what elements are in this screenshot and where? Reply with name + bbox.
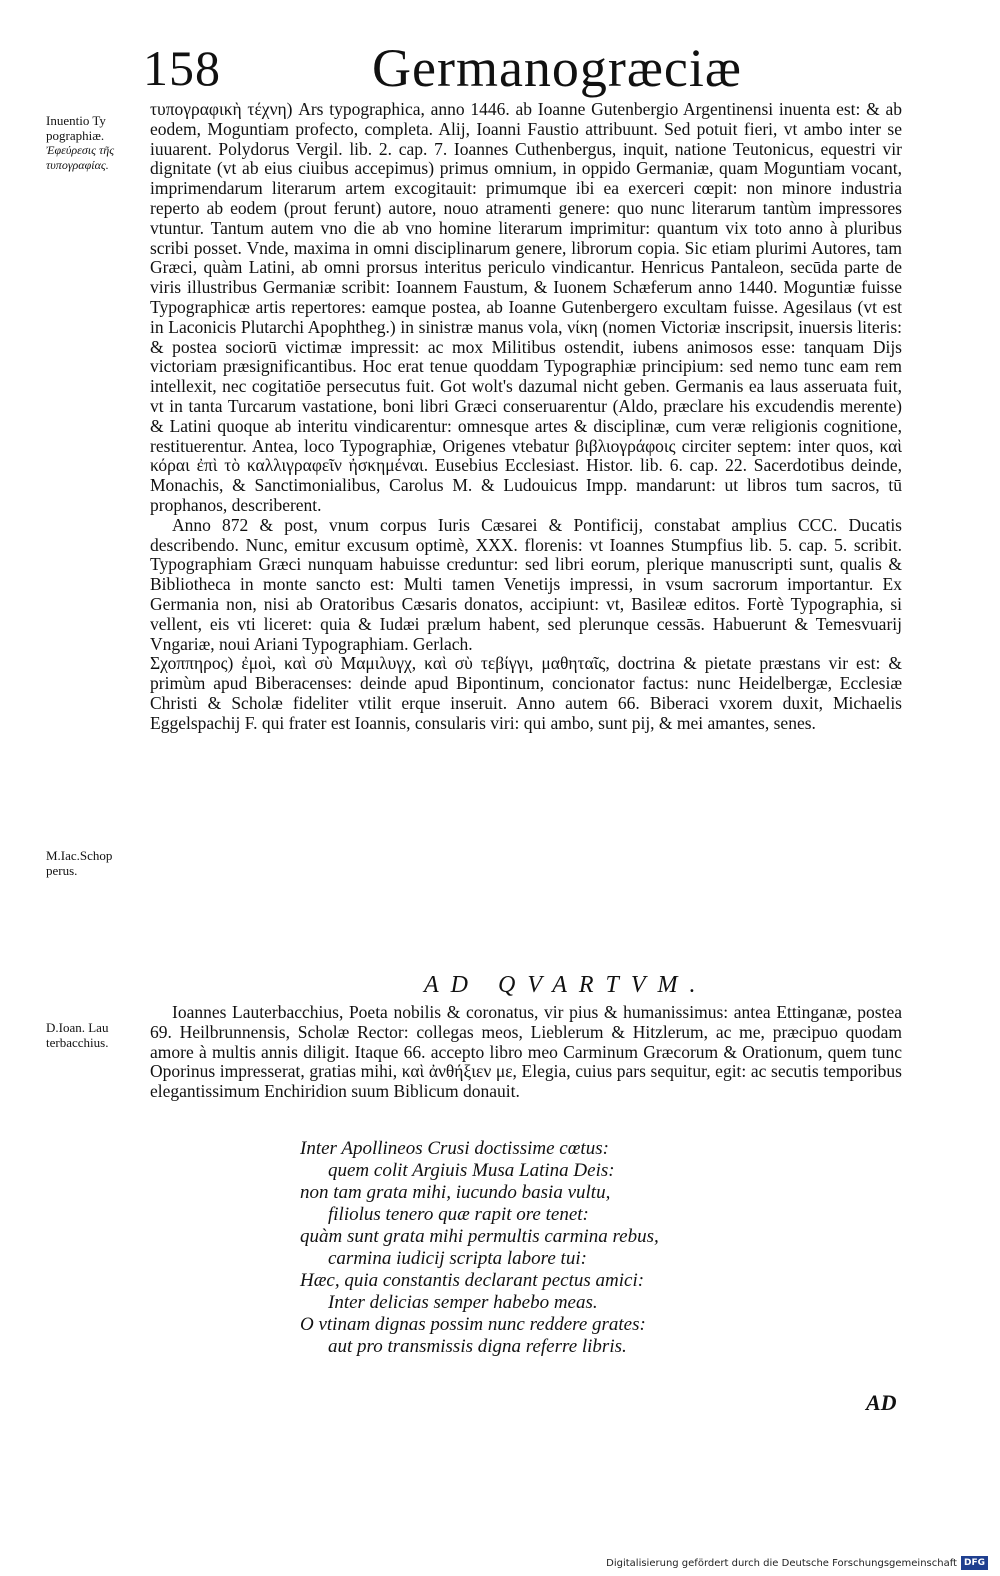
- margin-note-line: terbacchius.: [46, 1035, 109, 1050]
- margin-note-line: pographiæ.: [46, 128, 105, 143]
- margin-note-line: D.Ioan. Lau: [46, 1020, 109, 1035]
- paragraph-lauterbacchius: Ioannes Lauterbacchius, Poeta nobilis & coronatus, vir pius & humanissimus: antea Ettinganæ, postea 69. Heilbrunnensis, Scholæ Rector: collegas meos, Lieblerum & Hitzlerum, ac me, præcipuo quodam amore à multis annis diligit. Itaque 66. accepto libro meo Carminum Græcorum & Orationum, quem tunc Oporinus impresserat, gratias mihi, καὶ ἀνθήξιεν με, Elegia, cuius pars sequitur, egit: ac secutis temporibus elegantissimum Enchiridion suum Biblicum donauit.: [150, 1002, 902, 1102]
- footer-credit: Digitalisierung gefördert durch die Deutsche Forschungsgemeinschaft: [606, 1557, 957, 1569]
- margin-note-line: M.Iac.Schop: [46, 848, 113, 863]
- section-heading: AD QVARTVM.: [424, 972, 708, 998]
- page-number: 158: [143, 40, 221, 96]
- poem-line: carmina iudicij scripta labore tui:: [328, 1248, 587, 1269]
- poem-line: non tam grata mihi, iucundo basia vultu,: [300, 1182, 611, 1203]
- margin-note-line: perus.: [46, 863, 78, 878]
- poem-line: Inter delicias semper habebo meas.: [328, 1292, 598, 1313]
- main-text-block: [150, 100, 902, 734]
- dfg-logo-icon: DFG: [961, 1556, 988, 1570]
- poem-line: filiolus tenero quæ rapit ore tenet:: [328, 1204, 589, 1225]
- running-title: Germanogræciæ: [372, 38, 742, 98]
- margin-note-schopperus: [46, 848, 146, 878]
- margin-note-lauterbacchius: [46, 1020, 146, 1050]
- poem-line: quàm sunt grata mihi permultis carmina rebus,: [300, 1226, 659, 1247]
- poem-line: Inter Apollineos Crusi doctissime cœtus:: [300, 1138, 609, 1159]
- paragraph-anno-872: Anno 872 & post, vnum corpus Iuris Cæsarei & Pontificij, constabat amplius CCC. Ducatis describendo. Nunc, emitur excusum optimè, XXX. florenis: vt Ioannes Stumpfius lib. 5. cap. 5. scribit. Typographiam Græci nunquam habuisse creduntur: sed libri eorum, plerique manuscripti sunt, qualis & Bibliotheca in monte sancto est: Multi tamen Venetijs impressi, in vsum sacrorum importantur. Ex Germania non, nisi ab Oratoribus Cæsaris donatos, accipiunt: vt, Basileæ editos. Fortè Typographia, si vellent, eis vti liceret: quia & Iudæi prælum habent, sed plerunque cessās. Habuerunt & Temesvuarij Vngariæ, noui Ariani Typographiam. Gerlach.: [150, 514, 902, 654]
- margin-note-line: Inuentio Ty: [46, 113, 106, 128]
- digitization-footer: [606, 1556, 988, 1570]
- poem-line: quem colit Argiuis Musa Latina Deis:: [328, 1160, 615, 1181]
- poem-line: O vtinam dignas possim nunc reddere grates:: [300, 1314, 646, 1335]
- paragraph-typography: τυπογραφικὴ τέχνη) Ars typographica, anno 1446. ab Ioanne Gutenbergio Argentinensi inuenta est: & ab eodem, Moguntiam profecto, completa. Alij, Ioanni Faustio attribuunt. Sed potuit fieri, vt ambo inter se iuuarent. Polydorus Vergil. lib. 2. cap. 7. Ioannes Cuthenbergus, inquit, natione Teutonicus, equestri vir dignitate (vt ab eius ciuibus accepimus) primus omnium, in oppido Germaniæ, quam Moguntiam vocant, imprimendarum literarum artem excogitauit: primumque ibi ea exerceri cœpit: non minore industria reperto ab eodem (prout ferunt) autore, nouo atramenti genere: quo nunc literarum tantùm impressores vtuntur. Tantum autem vno die ab vno homine literarum imprimitur: quantum vix toto anno à pluribus scribi posset. Vnde, maxima in omni disciplinarum genere, librorum copia. Sic etiam plurimi Autores, tam Græci, quàm Latini, ab omni prorsus interitus periculo vindicantur. Henricus Pantaleon, secūda parte de viris illustribus Germaniæ scribit: Ioannem Faustum, & Iuonem Schæferum anno 1440. Moguntiæ fuisse Typographicæ artis repertores: eamque postea, ab Ioanne Gutenbergero excultam fuisse. Agesilaus (vt est in Laconicis Plutarchi Apophtheg.) in sinistræ manus vola, νίκη (nomen Victoriæ inscripsit, inuersis literis: & postea sociorū victimæ impressit: ac mox Militibus ostendit, iubens animosos esse: tanquam Dijs victoriam præsignificantibus. Hoc erat tenue quoddam Typographiæ principium: sed nemo tunc eam rem intellexit, nec cogitatiōe persecutus fuit. Got wolt's dazumal nicht geben. Germanis ea laus asseruata fuit, vt in tanta Turcarum vastatione, boni libri Græci conseruarentur (Aldo, præclare his excudendis merente) & Latini quoque ab interitu vindicarentur: omnesque artes & disciplinæ, cum veræ religionis cognitione, restituerentur. Antea, loco Typographiæ, Origenes vtebatur βιβλιογράφοις circiter septem: inter quos, καὶ κόραι ἐπὶ τὸ καλλιγραφεῖν ἠσκημέναι. Eusebius Ecclesiast. Histor. lib. 6. cap. 22. Sacerdotibus deinde, Monachis, & Sanctimonialibus, Carolus M. & Ludouicus Impp. mandarunt: ut libros tum sacros, tū prophanos, describerent.: [150, 99, 902, 515]
- margin-note-greek: Ἐφεύρεσις τῆς τυπογραφίας.: [46, 143, 115, 172]
- main-text-block-2: [150, 1003, 902, 1102]
- margin-note-invention: [46, 113, 146, 173]
- catchword: AD: [866, 1390, 897, 1415]
- poem-line: Hæc, quia constantis declarant pectus amici:: [300, 1270, 645, 1291]
- poem-line: aut pro transmissis digna referre libris.: [328, 1336, 627, 1357]
- elegia-poem: [300, 1138, 720, 1358]
- paragraph-schopperus: Σχοππηρος) ἐμοὶ, καὶ σὺ Μαμιλυγχ, καὶ σὺ τεβίγγι, μαθηταῖς, doctrina & pietate præstans vir est: & primùm apud Biberacenses: deinde apud Bipontinum, concionator factus: nunc Heidelbergæ, Ecclesiæ Christi & Scholæ fideliter vtilit erque inseruit. Anno autem 66. Biberaci vxorem duxit, Michaelis Eggelspachij F. qui frater est Ioannis, consularis viri: qui ambo, sunt pij, & mei amantes, senes.: [150, 653, 902, 733]
